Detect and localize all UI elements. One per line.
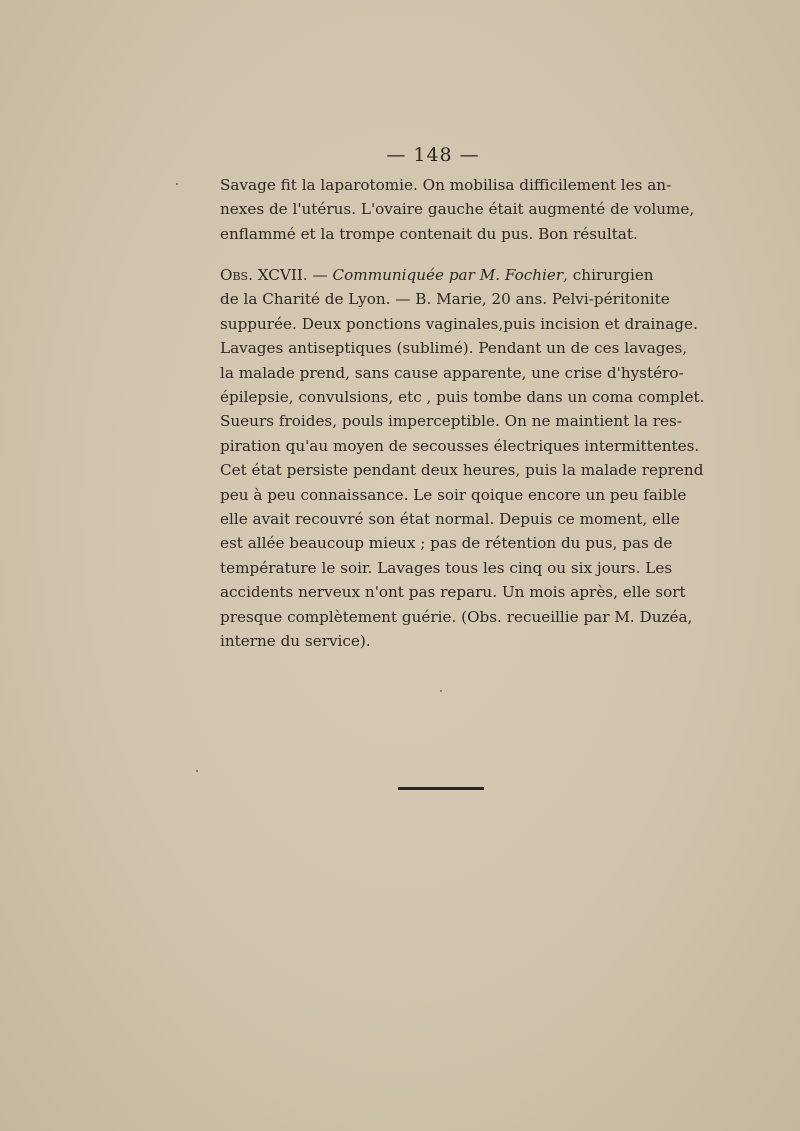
obs-dash: — [307, 266, 333, 284]
text-line: accidents nerveux n'ont pas reparu. Un mois après, elle sort [220, 583, 686, 602]
text-line: est allée beaucoup mieux ; pas de rétention du pus, pas de [220, 534, 673, 553]
text-line: elle avait recouvré son état normal. Depuis ce moment, elle [220, 510, 680, 529]
paper-speck [440, 690, 442, 692]
text-line: épilepsie, convulsions, etc , puis tombe dans un coma complet. [220, 388, 705, 407]
text-line: enflammé et la trompe contenait du pus. Bon résultat. [220, 224, 638, 243]
text-line: Sueurs froides, pouls imperceptible. On ne maintient la res- [220, 412, 682, 431]
end-rule [398, 787, 484, 790]
paragraph-obs-xcvii [220, 263, 705, 654]
page-number: — 148 — [386, 144, 480, 166]
text-line: peu à peu connaissance. Le soir qoique encore un peu faible [220, 485, 687, 504]
text-line: Cet état persiste pendant deux heures, puis la malade reprend [220, 461, 704, 480]
text-line: de la Charité de Lyon. — B. Marie, 20 ans. Pelvi-péritonite [220, 290, 670, 309]
text-line: la malade prend, sans cause apparente, une crise d'hystéro- [220, 363, 684, 382]
paper-speck [196, 770, 198, 772]
text-line: Savage fit la laparotomie. On mobilisa difficilement les an- [220, 176, 672, 194]
text-line: nexes de l'utérus. L'ovaire gauche était augmenté de volume, [220, 200, 695, 219]
obs-heading-rest: , chirurgien [563, 266, 654, 284]
text-line: suppurée. Deux ponctions vaginales,puis incision et drainage. [220, 314, 698, 333]
text-line: interne du service). [220, 632, 371, 651]
text-line: piration qu'au moyen de secousses électriques intermittentes. [220, 436, 700, 455]
obs-communicated-by: Communiquée par M. Fochier [332, 266, 564, 284]
text-line: température le soir. Lavages tous les cinq ou six jours. Les [220, 558, 673, 577]
paragraph-savage [220, 173, 695, 246]
obs-label: Obs. XCVII. [220, 266, 308, 284]
obs-heading-line [220, 263, 654, 287]
text-line: presque complètement guérie. (Obs. recueillie par M. Duzéa, [220, 607, 693, 626]
paper-speck [176, 183, 178, 185]
text-line: Lavages antiseptiques (sublimé). Pendant un de ces lavages, [220, 339, 688, 358]
